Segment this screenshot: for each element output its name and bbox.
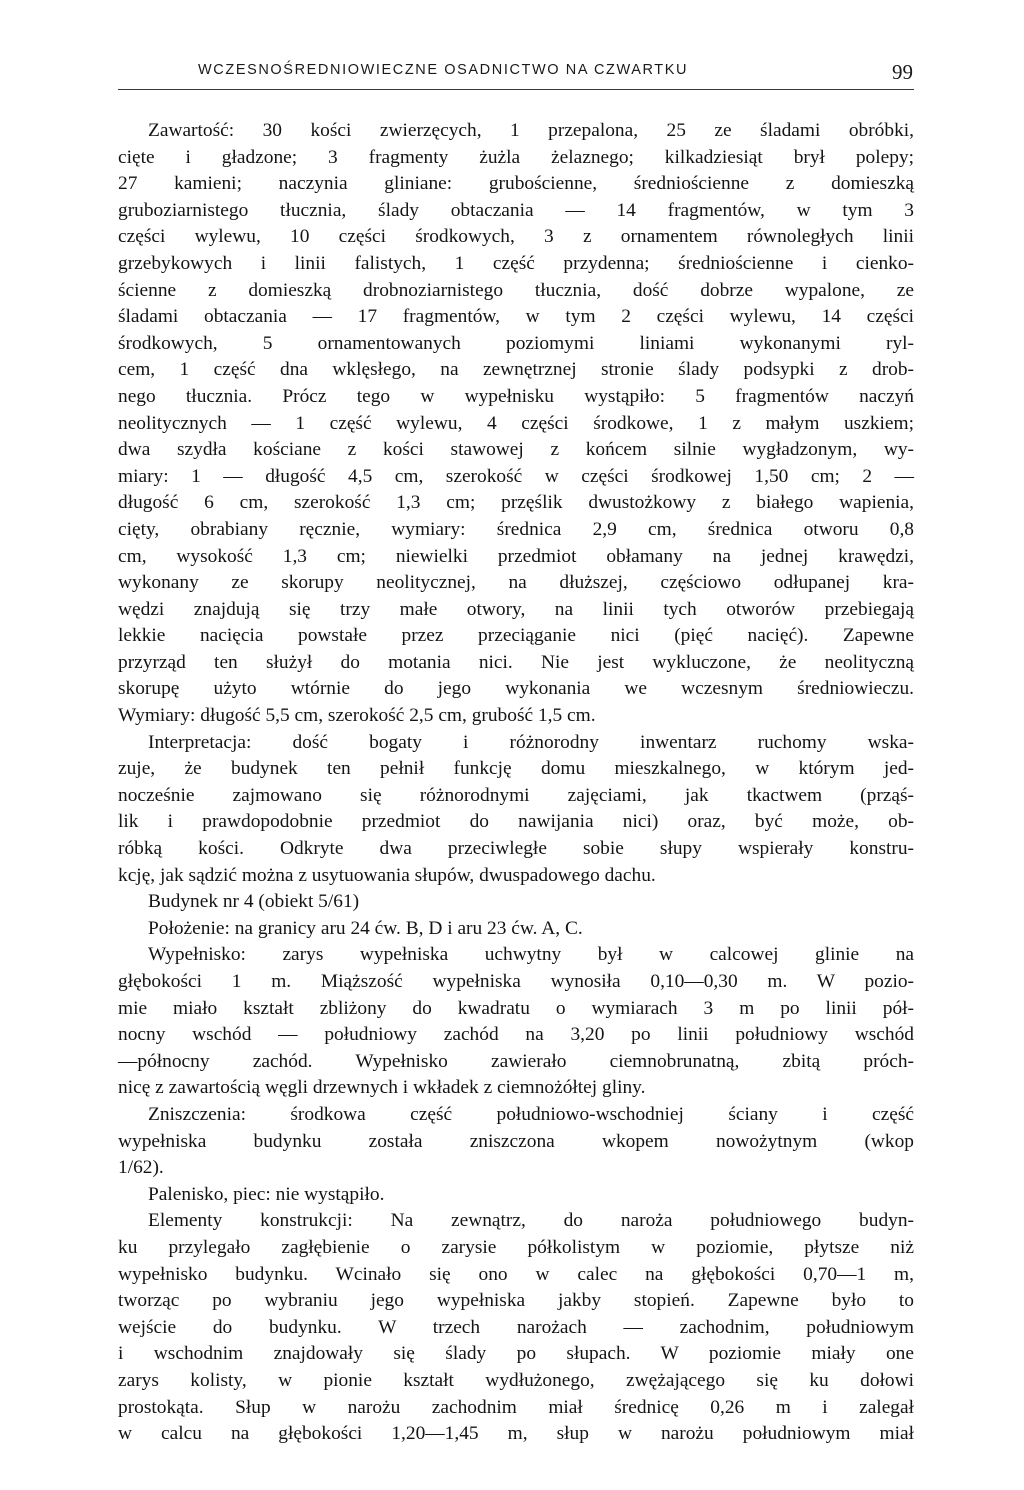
text-line: nicę z zawartością węgli drzewnych i wkładek z ciemnożółtej gliny. <box>118 1077 646 1099</box>
header-rule <box>118 89 914 90</box>
running-head <box>0 62 1024 86</box>
text-line: części wylewu, 10 części środkowych, 3 z ornamentem równoległych linii <box>118 226 914 248</box>
text-line: —północny zachód. Wypełnisko zawierało ciemnobrunatną, zbitą próch- <box>118 1050 914 1072</box>
text-line: kcję, jak sądzić można z usytuowania słupów, dwuspadowego dachu. <box>118 864 656 886</box>
text-line: Zawartość: 30 kości zwierzęcych, 1 przepalona, 25 ze śladami obróbki, <box>148 120 914 141</box>
text-line: śladami obtaczania — 17 fragmentów, w tym 2 części wylewu, 14 części <box>118 306 914 328</box>
text-line: wędzi znajdują się trzy małe otwory, na linii tych otworów przebiegają <box>118 598 914 620</box>
text-line: wypełniska budynku została zniszczona wkopem nowożytnym (wkop <box>118 1130 914 1152</box>
text-line: nocny wschód — południowy zachód na 3,20 po linii południowy wschód <box>118 1024 914 1046</box>
text-line: w calcu na głębokości 1,20—1,45 m, słup w narożu południowym miał <box>118 1423 914 1445</box>
text-line: przyrząd ten służył do motania nici. Nie jest wykluczone, że neolityczną <box>118 651 914 673</box>
page-number: 99 <box>892 60 913 84</box>
text-line: Palenisko, piec: nie wystąpiło. <box>148 1183 385 1205</box>
text-line: mie miało kształt zbliżony do kwadratu o wymiarach 3 m po linii pół- <box>118 997 914 1019</box>
running-title: WCZESNOŚREDNIOWIECZNE OSADNICTWO NA CZWARTKU <box>198 62 689 78</box>
text-line: ścienne z domieszką drobnoziarnistego tłucznia, dość dobrze wypalone, ze <box>118 279 914 301</box>
text-line: cem, 1 część dna wklęsłego, na zewnętrznej stronie ślady podsypki z drob- <box>118 359 914 381</box>
text-line: wejście do budynku. W trzech narożach — zachodnim, południowym <box>118 1316 914 1338</box>
text-line: Wymiary: długość 5,5 cm, szerokość 2,5 cm, grubość 1,5 cm. <box>118 705 596 727</box>
text-line: grzebykowych i linii falistych, 1 część przydenna; średniościenne i cienko- <box>118 252 914 274</box>
text-line: zarys kolisty, w pionie kształt wydłużonego, zwężającego się ku dołowi <box>118 1369 914 1391</box>
text-line: i wschodnim znajdowały się ślady po słupach. W poziomie miały one <box>118 1343 914 1365</box>
text-line: 1/62). <box>118 1157 164 1179</box>
text-line: cięty, obrabiany ręcznie, wymiary: średnica 2,9 cm, średnica otworu 0,8 <box>118 518 914 540</box>
text-line: gruboziarnistego tłucznia, ślady obtaczania — 14 fragmentów, w tym 3 <box>118 199 914 221</box>
text-line: wypełnisko budynku. Wcinało się ono w calec na głębokości 0,70—1 m, <box>118 1263 914 1285</box>
text-line: skorupę użyto wtórnie do jego wykonania we wczesnym średniowieczu. <box>118 678 914 700</box>
text-line: wykonany ze skorupy neolitycznej, na dłuższej, częściowo odłupanej kra- <box>118 572 914 594</box>
text-line: neolitycznych — 1 część wylewu, 4 części środkowe, 1 z małym uszkiem; <box>118 412 914 434</box>
text-line: środkowych, 5 ornamentowanych poziomymi liniami wykonanymi ryl- <box>118 332 914 354</box>
body-text <box>118 118 914 1448</box>
text-line: zuje, że budynek ten pełnił funkcję domu mieszkalnego, w którym jed- <box>118 758 914 780</box>
text-line: cm, wysokość 1,3 cm; niewielki przedmiot obłamany na jednej krawędzi, <box>118 545 914 567</box>
text-line: dwa szydła kościane z kości stawowej z końcem silnie wygładzonym, wy- <box>118 439 914 461</box>
text-line: Wypełnisko: zarys wypełniska uchwytny był w calcowej glinie na <box>148 944 914 966</box>
text-line: nego tłucznia. Prócz tego w wypełnisku wystąpiło: 5 fragmentów naczyń <box>118 385 914 407</box>
text-line: głębokości 1 m. Miąższość wypełniska wynosiła 0,10—0,30 m. W pozio- <box>118 971 914 992</box>
text-line: róbką kości. Odkryte dwa przeciwległe sobie słupy wspierały konstru- <box>118 838 914 860</box>
text-line: 27 kamieni; naczynia gliniane: grubościenne, średniościenne z domieszką <box>118 173 914 195</box>
text-line: długość 6 cm, szerokość 1,3 cm; przęślik dwustożkowy z białego wapienia, <box>118 492 914 514</box>
text-line: ku przylegało zagłębienie o zarysie półkolistym w poziomie, płytsze niż <box>118 1236 914 1258</box>
text-line: tworząc po wybraniu jego wypełniska jakby stopień. Zapewne było to <box>118 1290 914 1312</box>
text-line: Położenie: na granicy aru 24 ćw. B, D i aru 23 ćw. A, C. <box>148 917 583 939</box>
text-line: Interpretacja: dość bogaty i różnorodny inwentarz ruchomy wska- <box>148 731 914 753</box>
text-line: Elementy konstrukcji: Na zewnątrz, do naroża południowego budyn- <box>148 1210 914 1232</box>
text-line: lekkie nacięcia powstałe przez przeciąganie nici (pięć nacięć). Zapewne <box>118 625 914 647</box>
text-line: cięte i gładzone; 3 fragmenty żużla żelaznego; kilkadziesiąt brył polepy; <box>118 146 914 168</box>
text-line: Budynek nr 4 (obiekt 5/61) <box>148 891 360 913</box>
text-line: nocześnie zajmowano się różnorodnymi zajęciami, jak tkactwem (prząś- <box>118 784 914 806</box>
text-line: lik i prawdopodobnie przedmiot do nawijania nici) oraz, być może, ob- <box>118 811 914 833</box>
text-line: miary: 1 — długość 4,5 cm, szerokość w części środkowej 1,50 cm; 2 — <box>118 465 914 487</box>
text-line: prostokąta. Słup w narożu zachodnim miał średnicę 0,26 m i zalegał <box>118 1396 914 1418</box>
text-line: Zniszczenia: środkowa część południowo-wschodniej ściany i część <box>148 1103 914 1125</box>
